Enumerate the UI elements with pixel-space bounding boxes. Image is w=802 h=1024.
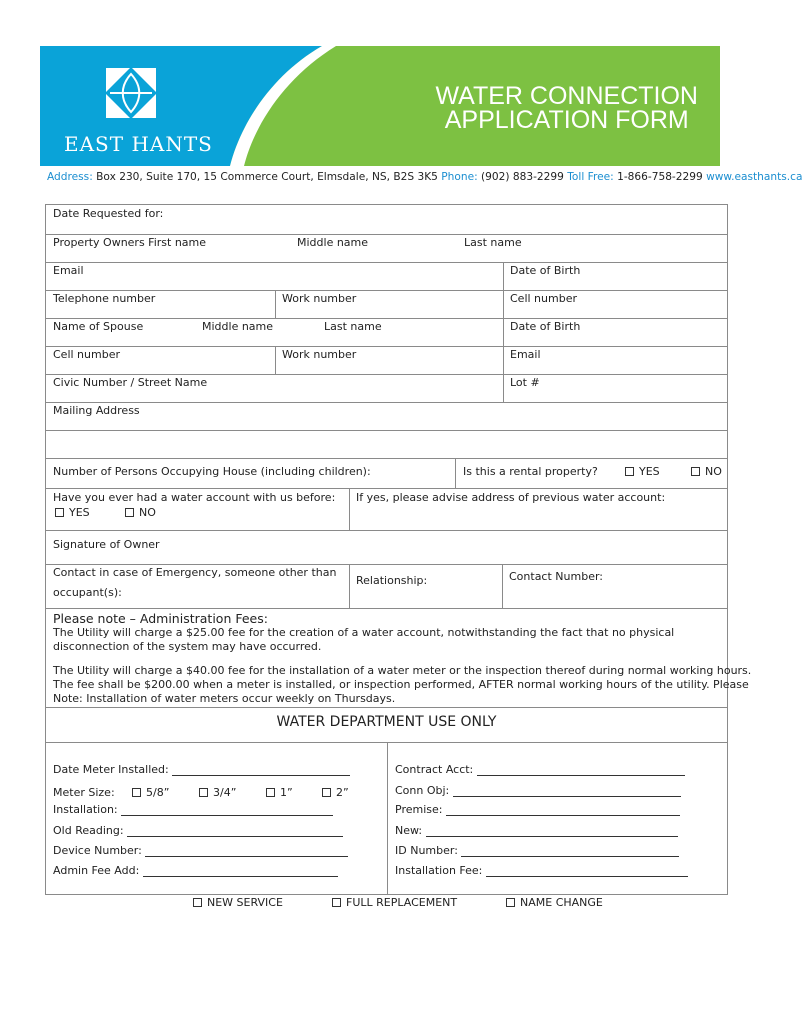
east-hants-logo-icon bbox=[102, 64, 160, 122]
device-number-label: Device Number: bbox=[53, 844, 142, 857]
conn-obj-field[interactable] bbox=[395, 784, 681, 797]
admin-fees-notice bbox=[45, 608, 752, 708]
header-banner bbox=[40, 46, 720, 166]
address-label: Address: bbox=[47, 171, 93, 183]
telephone-label: Telephone number bbox=[53, 292, 156, 305]
signature-row[interactable] bbox=[45, 530, 728, 565]
phone-row bbox=[45, 290, 728, 319]
fees-paragraph-2-line-3: Note: Installation of water meters occur weekly on Thursdays. bbox=[53, 692, 396, 705]
previous-account-row bbox=[45, 488, 728, 531]
id-number-field[interactable] bbox=[395, 844, 679, 857]
full-replacement-option[interactable] bbox=[332, 896, 457, 909]
installation-fee-field[interactable] bbox=[395, 864, 688, 877]
size-option-1[interactable] bbox=[132, 786, 169, 799]
lot-label: Lot # bbox=[510, 376, 540, 389]
conn-obj-line[interactable] bbox=[453, 785, 681, 797]
dept-title-row bbox=[45, 707, 728, 743]
prev-no-checkbox[interactable] bbox=[125, 508, 134, 517]
old-reading-line[interactable] bbox=[127, 825, 343, 837]
mailing-row-2[interactable] bbox=[45, 430, 728, 459]
rental-yes-checkbox[interactable] bbox=[625, 467, 634, 476]
prev-no-option[interactable] bbox=[125, 506, 156, 519]
relationship-label: Relationship: bbox=[356, 574, 428, 587]
spouse-dob-label: Date of Birth bbox=[510, 320, 581, 333]
spouse-work-label: Work number bbox=[282, 348, 357, 361]
dept-title: WATER DEPARTMENT USE ONLY bbox=[276, 714, 497, 730]
size-option-2[interactable] bbox=[199, 786, 236, 799]
owner-first-label: Property Owners First name bbox=[53, 236, 207, 249]
rental-no-checkbox[interactable] bbox=[691, 467, 700, 476]
spouse-email-cell[interactable] bbox=[503, 347, 729, 374]
new-line[interactable] bbox=[426, 825, 678, 837]
name-change-label: NAME CHANGE bbox=[520, 896, 603, 909]
prev-address-label: If yes, please advise address of previous water account: bbox=[356, 491, 666, 504]
website-link[interactable]: www.easthants.ca bbox=[706, 171, 802, 183]
new-service-label: NEW SERVICE bbox=[207, 896, 283, 909]
spouse-middle-label: Middle name bbox=[202, 320, 274, 333]
prev-address-cell[interactable] bbox=[349, 489, 729, 530]
date-meter-label: Date Meter Installed: bbox=[53, 763, 169, 776]
admin-fee-label: Admin Fee Add: bbox=[53, 864, 140, 877]
rental-yes-label: YES bbox=[639, 465, 660, 478]
date-meter-field[interactable] bbox=[53, 763, 350, 776]
rental-no-label: NO bbox=[705, 465, 722, 478]
emergency-row bbox=[45, 564, 728, 609]
phone-label: Phone: bbox=[441, 171, 478, 183]
fees-paragraph-2-line-2: The fee shall be $200.00 when a meter is installed, or inspection performed, AFTER normal working hours of the utility. Please bbox=[53, 678, 749, 691]
tollfree-value: 1-866-758-2299 bbox=[617, 171, 703, 183]
spouse-cell-label: Cell number bbox=[53, 348, 120, 361]
fees-paragraph-2-line-1: The Utility will charge a $40.00 fee for the installation of a water meter or the inspection thereof during normal working hours. bbox=[53, 664, 752, 677]
meter-size-label: Meter Size: bbox=[53, 786, 115, 799]
cell-number-label: Cell number bbox=[510, 292, 577, 305]
title-line-2: APPLICATION FORM bbox=[444, 106, 689, 134]
full-replacement-label: FULL REPLACEMENT bbox=[346, 896, 458, 909]
contact-number-label: Contact Number: bbox=[509, 570, 603, 583]
dob-label: Date of Birth bbox=[510, 264, 581, 277]
premise-label: Premise: bbox=[395, 803, 443, 816]
size-label-3: 1” bbox=[280, 786, 293, 799]
page-title bbox=[436, 84, 699, 132]
full-replacement-checkbox[interactable] bbox=[332, 898, 341, 907]
installation-label: Installation: bbox=[53, 803, 118, 816]
id-number-line[interactable] bbox=[461, 845, 679, 857]
contract-acct-field[interactable] bbox=[395, 763, 685, 776]
new-service-option[interactable] bbox=[193, 896, 283, 909]
size-checkbox-1[interactable] bbox=[132, 788, 141, 797]
installation-line[interactable] bbox=[121, 804, 333, 816]
prev-account-label: Have you ever had a water account with us before: bbox=[53, 491, 336, 504]
contract-acct-line[interactable] bbox=[477, 764, 685, 776]
size-label-4: 2” bbox=[336, 786, 349, 799]
size-option-3[interactable] bbox=[266, 786, 293, 799]
old-reading-field[interactable] bbox=[53, 824, 343, 837]
title-line-1: WATER CONNECTION bbox=[435, 82, 698, 110]
fees-heading: Please note – Administration Fees: bbox=[53, 611, 268, 626]
phone-value: (902) 883-2299 bbox=[481, 171, 564, 183]
dob-cell[interactable] bbox=[503, 263, 729, 290]
size-label-1: 5/8” bbox=[146, 786, 170, 799]
occupancy-row bbox=[45, 458, 728, 489]
work-number-label: Work number bbox=[282, 292, 357, 305]
rental-yes-option[interactable] bbox=[625, 465, 660, 478]
size-label-2: 3/4” bbox=[213, 786, 237, 799]
dept-fields bbox=[45, 742, 728, 895]
address-value: Box 230, Suite 170, 15 Commerce Court, Elmsdale, NS, B2S 3K5 bbox=[96, 171, 438, 183]
rental-cell bbox=[455, 459, 729, 488]
name-change-checkbox[interactable] bbox=[506, 898, 515, 907]
fees-spacer bbox=[53, 654, 721, 664]
device-number-field[interactable] bbox=[53, 844, 348, 857]
admin-fee-line[interactable] bbox=[143, 865, 338, 877]
id-number-label: ID Number: bbox=[395, 844, 458, 857]
cell-number-cell[interactable] bbox=[503, 291, 729, 318]
logo-text: EAST HANTS bbox=[64, 132, 213, 156]
tollfree-label: Toll Free: bbox=[567, 171, 614, 183]
premise-field[interactable] bbox=[395, 803, 680, 816]
size-option-4[interactable] bbox=[322, 786, 349, 799]
spouse-email-label: Email bbox=[510, 348, 541, 361]
civic-row bbox=[45, 374, 728, 403]
emergency-label-2: occupant(s): bbox=[53, 586, 122, 599]
signature-label: Signature of Owner bbox=[53, 538, 160, 551]
owner-name-row[interactable] bbox=[45, 234, 728, 263]
date-requested-row[interactable] bbox=[45, 204, 728, 235]
conn-obj-label: Conn Obj: bbox=[395, 784, 450, 797]
civic-label: Civic Number / Street Name bbox=[53, 376, 208, 389]
date-meter-line[interactable] bbox=[172, 764, 350, 776]
size-checkbox-3[interactable] bbox=[266, 788, 275, 797]
emergency-label-1: Contact in case of Emergency, someone other than bbox=[53, 566, 337, 579]
prev-no-label: NO bbox=[139, 506, 156, 519]
email-label: Email bbox=[53, 264, 84, 277]
prev-yes-checkbox[interactable] bbox=[55, 508, 64, 517]
dept-right-column bbox=[387, 743, 729, 894]
date-requested-label: Date Requested for: bbox=[53, 207, 164, 220]
lot-cell[interactable] bbox=[503, 375, 729, 402]
installation-fee-line[interactable] bbox=[486, 865, 688, 877]
admin-fee-field[interactable] bbox=[53, 864, 338, 877]
persons-label: Number of Persons Occupying House (including children): bbox=[53, 465, 371, 478]
rental-no-option[interactable] bbox=[691, 465, 722, 478]
prev-yes-label: YES bbox=[69, 506, 90, 519]
relationship-cell[interactable] bbox=[349, 565, 502, 608]
spouse-work-cell[interactable] bbox=[275, 347, 503, 374]
contract-acct-label: Contract Acct: bbox=[395, 763, 474, 776]
spouse-dob-cell[interactable] bbox=[503, 319, 729, 346]
device-number-line[interactable] bbox=[145, 845, 348, 857]
size-checkbox-4[interactable] bbox=[322, 788, 331, 797]
mailing-row[interactable] bbox=[45, 402, 728, 431]
name-change-option[interactable] bbox=[506, 896, 603, 909]
spouse-last-label: Last name bbox=[324, 320, 382, 333]
new-label: New: bbox=[395, 824, 423, 837]
mailing-label: Mailing Address bbox=[53, 404, 140, 417]
installation-fee-label: Installation Fee: bbox=[395, 864, 483, 877]
owner-middle-label: Middle name bbox=[297, 236, 369, 249]
work-number-cell[interactable] bbox=[275, 291, 503, 318]
old-reading-label: Old Reading: bbox=[53, 824, 124, 837]
spouse-row bbox=[45, 318, 728, 347]
spouse-name-label: Name of Spouse bbox=[53, 320, 144, 333]
fees-content bbox=[53, 611, 752, 706]
email-dob-row bbox=[45, 262, 728, 291]
spouse-contact-row bbox=[45, 346, 728, 375]
owner-last-label: Last name bbox=[464, 236, 522, 249]
rental-label: Is this a rental property? bbox=[463, 465, 598, 478]
size-checkbox-2[interactable] bbox=[199, 788, 208, 797]
premise-line[interactable] bbox=[446, 804, 680, 816]
fees-paragraph-1: The Utility will charge a $25.00 fee for the creation of a water account, notwithstanding the fact that no physical disconnection of the system may have occurred. bbox=[53, 626, 675, 653]
new-service-checkbox[interactable] bbox=[193, 898, 202, 907]
installation-field[interactable] bbox=[53, 803, 333, 816]
contact-number-cell[interactable] bbox=[502, 565, 729, 608]
new-field[interactable] bbox=[395, 824, 678, 837]
contact-address-bar bbox=[47, 171, 802, 183]
prev-yes-option[interactable] bbox=[55, 506, 90, 519]
